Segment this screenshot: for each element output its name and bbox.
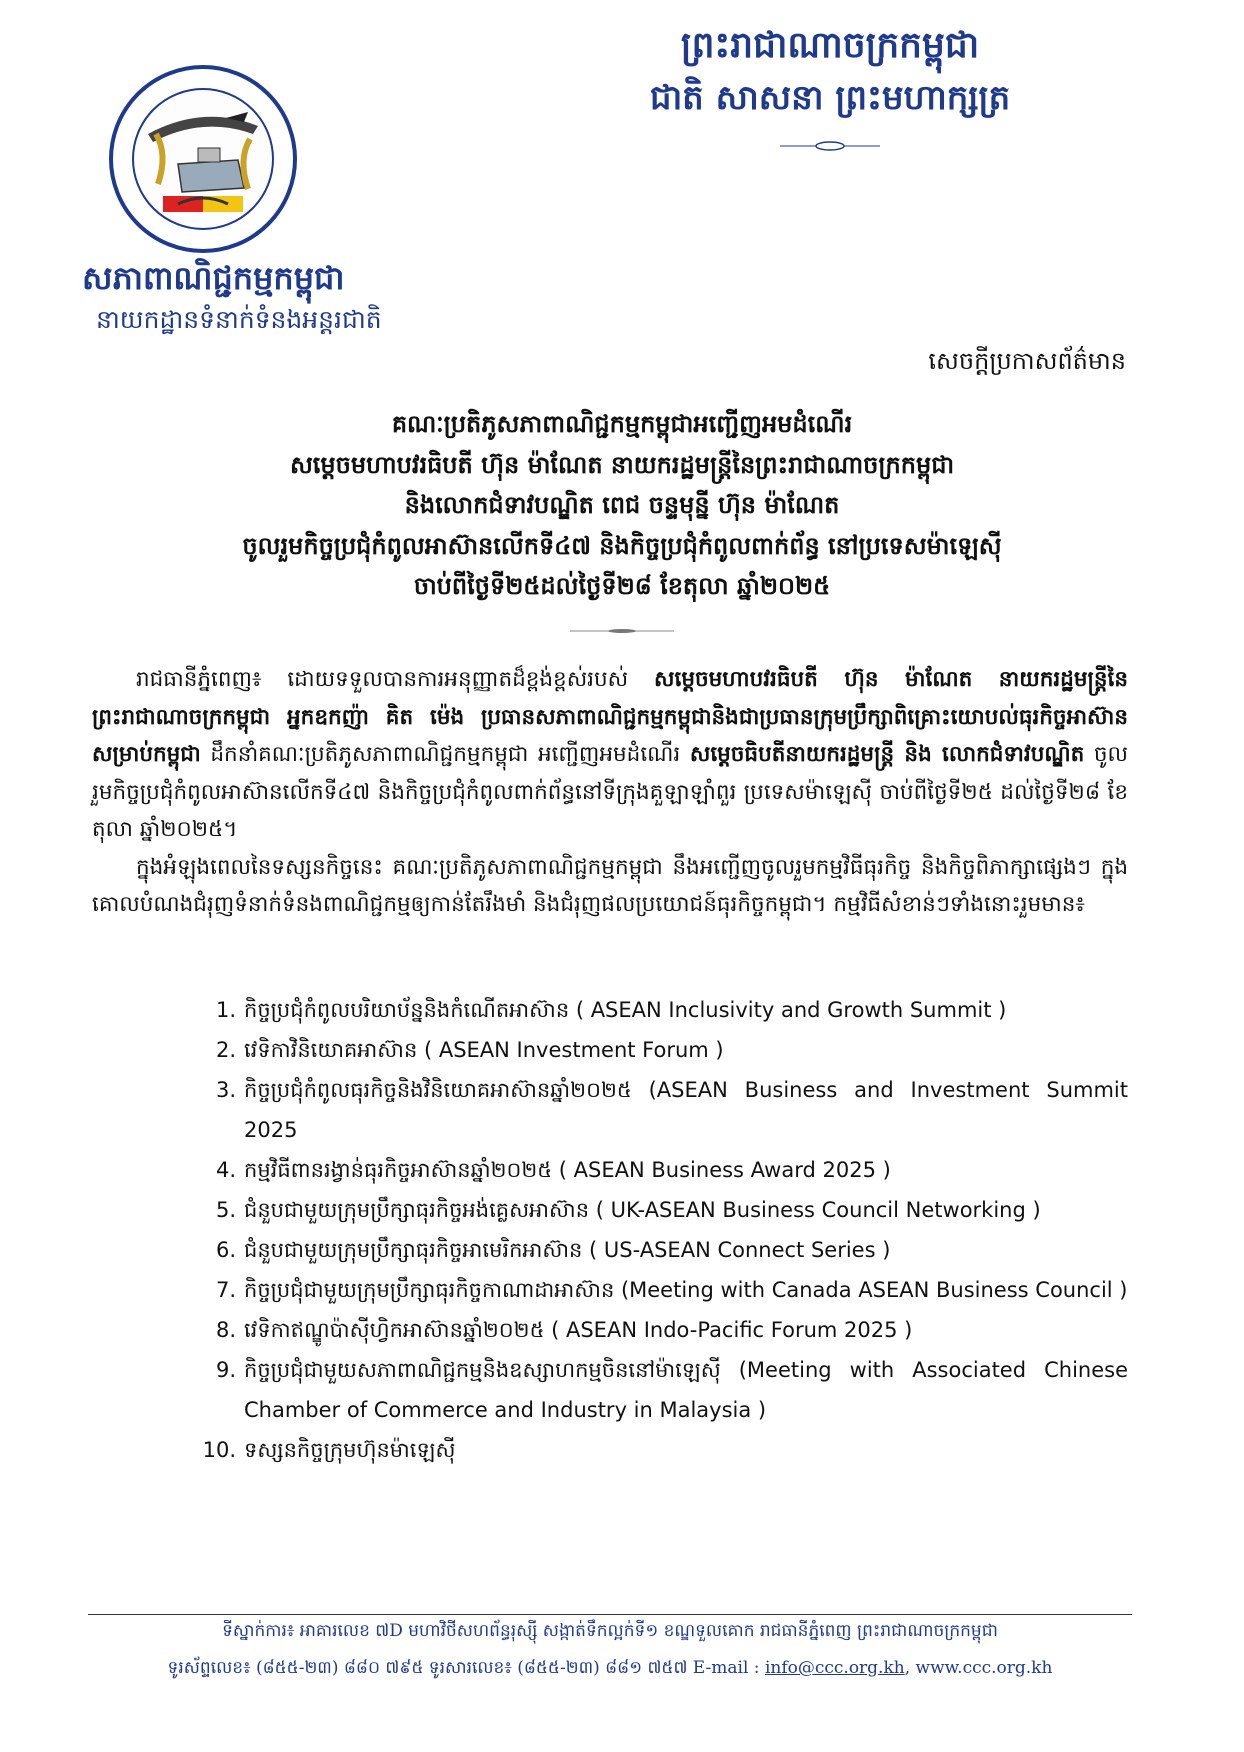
intro-text: ចូលរួមកិច្ចប្រជុំកំពូលអាស៊ានលើកទី៤៧ និងកិច្ចប្រជុំកំពូលពាក់ព័ន្ធនៅទីក្រុងគួឡាឡាំពួរ ប្រទេសម៉ាឡេស៊ី ចាប់ពីថ្ងៃទី២៥ ដល់ថ្ងៃទី២៨ ខែតុលា ឆ្នាំ២០២៥។ <box>92 742 1128 842</box>
list-text: កិច្ចប្រជុំជាមួយសភាពាណិជ្ជកម្មនិងឧស្សាហកម្មចិននៅម៉ាឡេស៊ី (Meeting with Associated Chinese Chamber of Commerce and Industry in Malaysia ) <box>244 1358 1128 1422</box>
intro-bold-names: សម្ដេចមហាបវរធិបតី ហ៊ុន ម៉ាណែត នាយករដ្ឋមន្ត្រីនៃព្រះរាជាណាចក្រកម្ពុជា អ្នកឧកញ៉ា គិត ម៉េង ប្រធានសភាពាណិជ្ជកម្មកម្ពុជានិងជាប្រធានក្រុមប្រឹក្សាពិគ្រោះយោបល់ធុរកិច្ចអាស៊ានសម្រាប់កម្ពុជា <box>92 667 1128 767</box>
list-text: កិច្ចប្រជុំកំពូលធុរកិច្ចនិងវិនិយោគអាស៊ានឆ្នាំ២០២៥ (ASEAN Business and Investment Summit 2025 <box>244 1078 1128 1142</box>
intro-bold-titles: សម្ដេចធិបតីនាយករដ្ឋមន្ត្រី និង លោកជំទាវបណ្ឌិត <box>689 742 1085 767</box>
list-item <box>196 1030 1128 1070</box>
list-item <box>196 1310 1128 1350</box>
website-text: , www.ccc.org.kh <box>904 1658 1053 1678</box>
list-text: វេទិកាឥណ្ឌូប៉ាស៊ីហ្វិកអាស៊ានឆ្នាំ២០២៥ ( ASEAN Indo-Pacific Forum 2025 ) <box>244 1318 913 1342</box>
list-text: ជំនួបជាមួយក្រុមប្រឹក្សាធុរកិច្ចអង់គ្លេសអាស៊ាន ( UK-ASEAN Business Council Networking ) <box>244 1198 1041 1222</box>
list-item <box>196 1150 1128 1190</box>
footer-phone-fax: ទូរស័ព្ទលេខ៖ (៨៥៥-២៣) ៨៨០ ៧៩៥ ទូរសារលេខ៖ (៨៥៥-២៣) ៨៨១ ៧៥៧ E-mail : <box>167 1658 765 1678</box>
list-item <box>196 1350 1128 1430</box>
list-number: 7. <box>215 1278 236 1302</box>
body-text <box>92 661 1128 924</box>
list-item <box>196 1270 1128 1310</box>
kingdom-heading: ព្រះរាជាណាចក្រកម្ពុជា <box>680 25 980 66</box>
headline-line: សម្ដេចមហាបវរធិបតី ហ៊ុន ម៉ាណែត នាយករដ្ឋមន្ត្រីនៃព្រះរាជាណាចក្រកម្ពុជា <box>289 450 955 479</box>
headline-line: និងលោកជំទាវបណ្ឌិត ពេជ ចន្ទមុន្នី ហ៊ុន ម៉ាណែត <box>404 491 840 519</box>
list-number: 9. <box>215 1358 236 1382</box>
intro-text: ដឹកនាំគណៈប្រតិភូសភាពាណិជ្ជកម្មកម្ពុជា អញ្ជើញអមដំណើរ <box>200 742 690 767</box>
list-text: វេទិកាវិនិយោគអាស៊ាន ( ASEAN Investment Forum ) <box>244 1038 724 1062</box>
intro-text: រាជធានីភ្នំពេញ៖ ដោយទទួលបានការអនុញ្ញាតដ៏ខ្ពង់ខ្ពស់របស់ <box>136 667 655 692</box>
national-motto: ជាតិ សាសនា ព្រះមហាក្សត្រ <box>649 78 1011 118</box>
list-text: កម្មវិធីពានរង្វាន់ធុរកិច្ចអាស៊ានឆ្នាំ២០២៥ ( ASEAN Business Award 2025 ) <box>244 1158 891 1182</box>
organization-department: នាយកដ្ឋានទំនាក់ទំនងអន្តរជាតិ <box>96 305 382 334</box>
document-type: សេចក្ដីប្រកាសព័ត៌មាន <box>928 347 1126 375</box>
ornament-divider <box>780 140 880 152</box>
headline-line: គណៈប្រតិភូសភាពាណិជ្ជកម្មកម្ពុជាអញ្ជើញអមដំណើរ <box>391 410 853 438</box>
headline <box>60 404 1184 607</box>
chamber-logo <box>108 64 298 254</box>
list-number: 5. <box>215 1198 236 1222</box>
headline-separator <box>570 628 674 634</box>
list-number: 2. <box>215 1038 236 1062</box>
organization-name: សភាពាណិជ្ជកម្មកម្ពុជា <box>82 259 345 297</box>
list-text: កិច្ចប្រជុំកំពូលបរិយាប័ន្ននិងកំណើតអាស៊ាន ( ASEAN Inclusivity and Growth Summit ) <box>244 998 1007 1022</box>
list-text: កិច្ចប្រជុំជាមួយក្រុមប្រឹក្សាធុរកិច្ចកាណាដាអាស៊ាន (Meeting with Canada ASEAN Business Council ) <box>244 1278 1128 1302</box>
list-item <box>196 1190 1128 1230</box>
footer-contact <box>88 1657 1132 1682</box>
list-item <box>196 1430 1128 1470</box>
list-number: 3. <box>215 1078 236 1102</box>
list-number: 1. <box>215 998 236 1022</box>
list-number: 6. <box>215 1238 236 1262</box>
email-link[interactable]: info@ccc.org.kh <box>764 1658 905 1678</box>
list-text: ទស្សនកិច្ចក្រុមហ៊ុនម៉ាឡេស៊ី <box>244 1438 456 1462</box>
paragraph-programs-intro: ក្នុងអំឡុងពេលនៃទស្សនកិច្ចនេះ គណៈប្រតិភូសភាពាណិជ្ជកម្មកម្ពុជា នឹងអញ្ជើញចូលរួមកម្មវិធីធុរកិច្ច និងកិច្ចពិភាក្សាផ្សេងៗ ក្នុងគោលបំណងជំរុញទំនាក់ទំនងពាណិជ្ជកម្មឲ្យកាន់តែរឹងមាំ និងជំរុញផលប្រយោជន៍ធុរកិច្ចកម្ពុជា។ កម្មវិធីសំខាន់ៗទាំងនោះរួមមាន៖ <box>92 854 1128 917</box>
list-number: 8. <box>215 1318 236 1342</box>
list-text: ជំនួបជាមួយក្រុមប្រឹក្សាធុរកិច្ចអាមេរិកអាស៊ាន ( US-ASEAN Connect Series ) <box>244 1238 891 1262</box>
paragraph-intro <box>92 661 1128 849</box>
headline-line: ចាប់ពីថ្ងៃទី២៥ដល់ថ្ងៃទី២៨ ខែតុលា ឆ្នាំ២០២៥ <box>413 572 831 600</box>
programs-list <box>196 990 1128 1470</box>
footer-address: ទីស្នាក់ការ៖ អាគារលេខ ៧D មហាវិថីសហព័ន្ធរុស្ស៊ី សង្កាត់ទឹកល្អក់ទី១ ខណ្ឌទួលគោក រាជធានីភ្នំពេញ ព្រះរាជាណាចក្រកម្ពុជា <box>222 1621 998 1641</box>
footer-divider <box>88 1614 1132 1615</box>
list-item <box>196 1230 1128 1270</box>
headline-line: ចូលរួមកិច្ចប្រជុំកំពូលអាស៊ានលើកទី៤៧ និងកិច្ចប្រជុំកំពូលពាក់ព័ន្ធ នៅប្រទេសម៉ាឡេស៊ី <box>242 531 1002 560</box>
list-item <box>196 990 1128 1030</box>
list-item <box>196 1070 1128 1150</box>
list-number: 10. <box>202 1438 236 1462</box>
list-number: 4. <box>215 1158 236 1182</box>
